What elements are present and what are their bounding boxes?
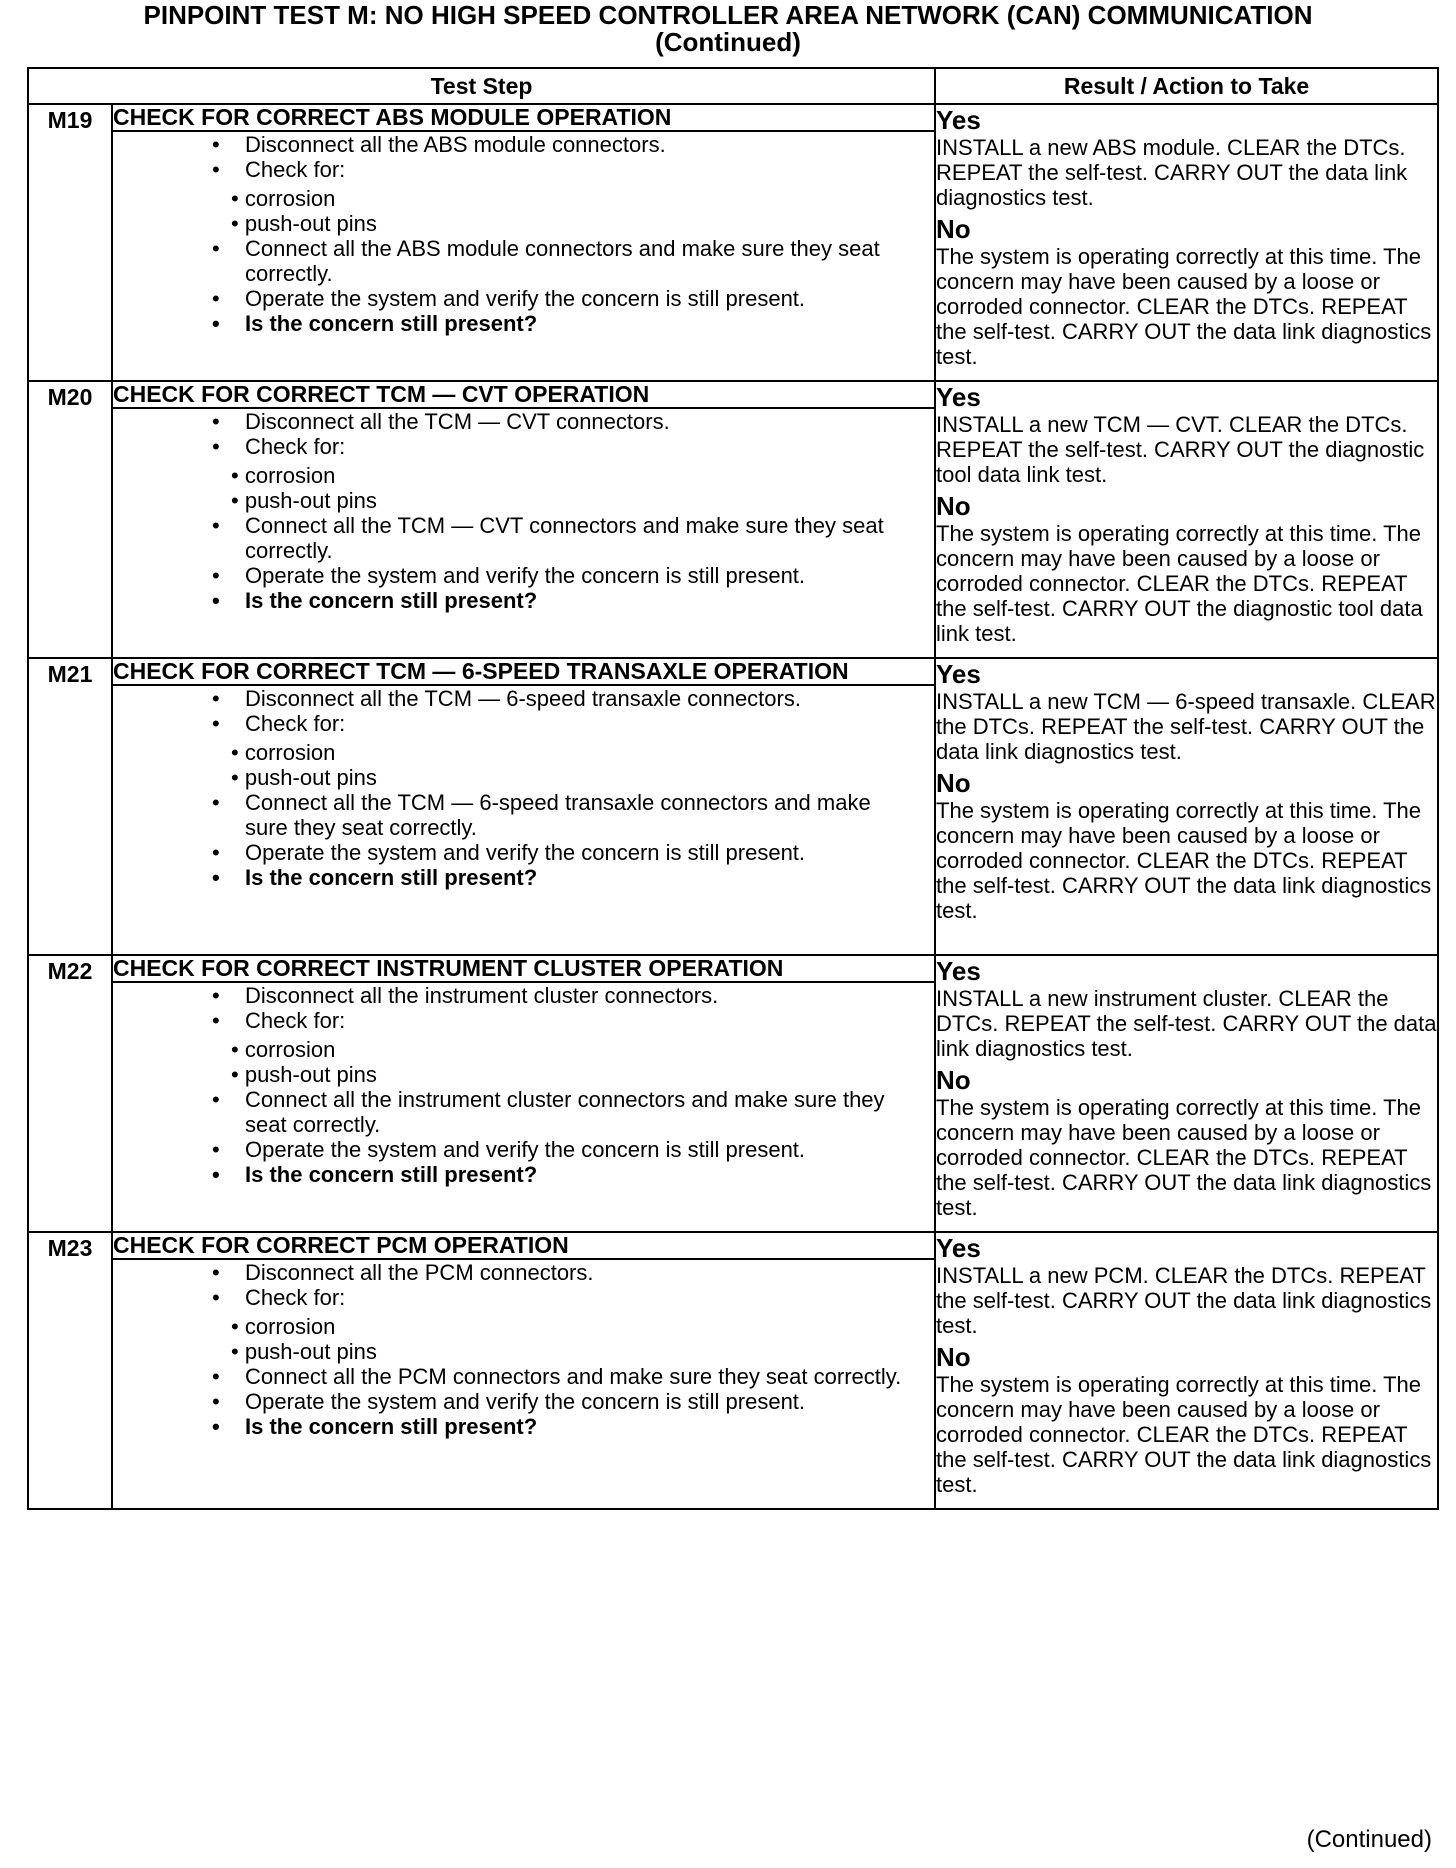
result-no-label: No (936, 768, 971, 798)
result-yes-label: Yes (936, 1233, 981, 1263)
action-item-text: Check for: (245, 1285, 346, 1310)
step-instructions (112, 408, 935, 658)
action-item: • Operate the system and verify the concern is still present. (113, 563, 934, 588)
step-instructions (112, 131, 935, 381)
step-question: • Is the concern still present? (113, 1414, 934, 1439)
page-title (0, 2, 1456, 56)
pinpoint-test-table (27, 67, 1439, 1510)
step-id (28, 381, 112, 658)
action-item: • Connect all the TCM — 6-speed transaxle connectors and make sure they seat correctly. (113, 790, 934, 840)
result-no-label: No (936, 1065, 971, 1095)
step-title: CHECK FOR CORRECT ABS MODULE OPERATION (112, 104, 935, 131)
check-item: • push-out pins (231, 488, 904, 513)
check-item: • push-out pins (231, 765, 904, 790)
table-header-row (28, 68, 1438, 104)
step-title-row (28, 381, 1438, 408)
result-yes-text: INSTALL a new PCM. CLEAR the DTCs. REPEAT the self-test. CARRY OUT the data link diagnostics test. (936, 1263, 1432, 1338)
result-yes-label: Yes (936, 956, 981, 986)
action-item: • Disconnect all the ABS module connectors. (113, 132, 934, 157)
result-no-label: No (936, 214, 971, 244)
action-item-text: Check for: (245, 434, 346, 459)
action-list (113, 983, 934, 1187)
step-result (935, 955, 1438, 1232)
result-yes-label: Yes (936, 105, 981, 135)
result-no-text: The system is operating correctly at this time. The concern may have been caused by a loose or corroded connector. CLEAR the DTCs. REPEAT the self-test. CARRY OUT the data link diagnostics test. (936, 798, 1432, 923)
step-title: CHECK FOR CORRECT TCM — CVT OPERATION (112, 381, 935, 408)
action-item: • Operate the system and verify the concern is still present. (113, 1137, 934, 1162)
step-id-label: M20 (47, 384, 93, 410)
result-no-text: The system is operating correctly at this time. The concern may have been caused by a loose or corroded connector. CLEAR the DTCs. REPEAT the self-test. CARRY OUT the data link diagnostics test. (936, 1372, 1432, 1497)
action-item: • Disconnect all the instrument cluster connectors. (113, 983, 934, 1008)
check-item: • push-out pins (231, 1062, 904, 1087)
step-question: • Is the concern still present? (113, 1162, 934, 1187)
result-yes-text: INSTALL a new instrument cluster. CLEAR the DTCs. REPEAT the self-test. CARRY OUT the data link diagnostics test. (936, 986, 1437, 1061)
step-id (28, 104, 112, 381)
result-yes-text: INSTALL a new TCM — 6-speed transaxle. CLEAR the DTCs. REPEAT the self-test. CARRY OUT the data link diagnostics test. (936, 689, 1436, 764)
step-result (935, 1232, 1438, 1509)
check-item: • corrosion (231, 463, 904, 488)
step-result (935, 104, 1438, 381)
action-list (113, 132, 934, 336)
check-items (231, 186, 904, 236)
action-item-check-for (113, 711, 934, 790)
result-no-label: No (936, 491, 971, 521)
action-item: • Connect all the instrument cluster connectors and make sure they seat correctly. (113, 1087, 934, 1137)
check-item: • push-out pins (231, 211, 904, 236)
step-title: CHECK FOR CORRECT INSTRUMENT CLUSTER OPERATION (112, 955, 935, 982)
step-title-row (28, 955, 1438, 982)
action-item: • Connect all the TCM — CVT connectors and make sure they seat correctly. (113, 513, 934, 563)
result-no-text: The system is operating correctly at this time. The concern may have been caused by a loose or corroded connector. CLEAR the DTCs. REPEAT the self-test. CARRY OUT the data link diagnostics test. (936, 1095, 1432, 1220)
continued-footer: (Continued) (1306, 1826, 1432, 1853)
step-instructions (112, 1259, 935, 1509)
step-title: CHECK FOR CORRECT TCM — 6-SPEED TRANSAXLE OPERATION (112, 658, 935, 685)
title-main: PINPOINT TEST M: NO HIGH SPEED CONTROLLER AREA NETWORK (CAN) COMMUNICATION (143, 0, 1313, 30)
result-no-label: No (936, 1342, 971, 1372)
column-header-result: Result / Action to Take (935, 68, 1438, 104)
step-id-label: M22 (47, 958, 93, 984)
action-item: • Operate the system and verify the concern is still present. (113, 1389, 934, 1414)
step-instructions (112, 685, 935, 955)
check-items (231, 463, 904, 513)
action-item: • Operate the system and verify the concern is still present. (113, 840, 934, 865)
step-result (935, 658, 1438, 955)
action-item: • Disconnect all the TCM — 6-speed transaxle connectors. (113, 686, 934, 711)
check-items (231, 1037, 904, 1087)
step-result (935, 381, 1438, 658)
action-item-check-for (113, 1008, 934, 1087)
action-item-text: Check for: (245, 157, 346, 182)
result-yes-text: INSTALL a new ABS module. CLEAR the DTCs. REPEAT the self-test. CARRY OUT the data link diagnostics test. (936, 135, 1408, 210)
action-item: • Connect all the ABS module connectors and make sure they seat correctly. (113, 236, 934, 286)
result-yes-label: Yes (936, 659, 981, 689)
step-question: • Is the concern still present? (113, 865, 934, 890)
action-item: • Connect all the PCM connectors and make sure they seat correctly. (113, 1364, 934, 1389)
step-title-row (28, 104, 1438, 131)
action-item-check-for (113, 157, 934, 236)
title-continued: (Continued) (655, 27, 801, 57)
step-id-label: M21 (47, 661, 93, 687)
action-list (113, 686, 934, 890)
action-item: • Disconnect all the TCM — CVT connectors. (113, 409, 934, 434)
action-list (113, 409, 934, 613)
check-item: • push-out pins (231, 1339, 904, 1364)
check-item: • corrosion (231, 1037, 904, 1062)
step-id (28, 955, 112, 1232)
action-list (113, 1260, 934, 1439)
check-item: • corrosion (231, 1314, 904, 1339)
check-items (231, 1314, 904, 1364)
step-id-label: M23 (47, 1235, 93, 1261)
step-question: • Is the concern still present? (113, 588, 934, 613)
result-no-text: The system is operating correctly at this time. The concern may have been caused by a loose or corroded connector. CLEAR the DTCs. REPEAT the self-test. CARRY OUT the data link diagnostics test. (936, 244, 1432, 369)
step-question: • Is the concern still present? (113, 311, 934, 336)
action-item-check-for (113, 434, 934, 513)
step-id (28, 658, 112, 955)
action-item: • Disconnect all the PCM connectors. (113, 1260, 934, 1285)
column-header-test-step: Test Step (28, 68, 935, 104)
step-title-row (28, 658, 1438, 685)
check-item: • corrosion (231, 740, 904, 765)
result-yes-label: Yes (936, 382, 981, 412)
step-id (28, 1232, 112, 1509)
check-item: • corrosion (231, 186, 904, 211)
step-instructions (112, 982, 935, 1232)
step-title-row (28, 1232, 1438, 1259)
action-item: • Operate the system and verify the concern is still present. (113, 286, 934, 311)
result-yes-text: INSTALL a new TCM — CVT. CLEAR the DTCs. REPEAT the self-test. CARRY OUT the diagnostic tool data link test. (936, 412, 1425, 487)
action-item-check-for (113, 1285, 934, 1364)
step-title: CHECK FOR CORRECT PCM OPERATION (112, 1232, 935, 1259)
check-items (231, 740, 904, 790)
action-item-text: Check for: (245, 711, 346, 736)
result-no-text: The system is operating correctly at this time. The concern may have been caused by a loose or corroded connector. CLEAR the DTCs. REPEAT the self-test. CARRY OUT the diagnostic tool data link test. (936, 521, 1423, 646)
step-id-label: M19 (47, 107, 93, 133)
action-item-text: Check for: (245, 1008, 346, 1033)
